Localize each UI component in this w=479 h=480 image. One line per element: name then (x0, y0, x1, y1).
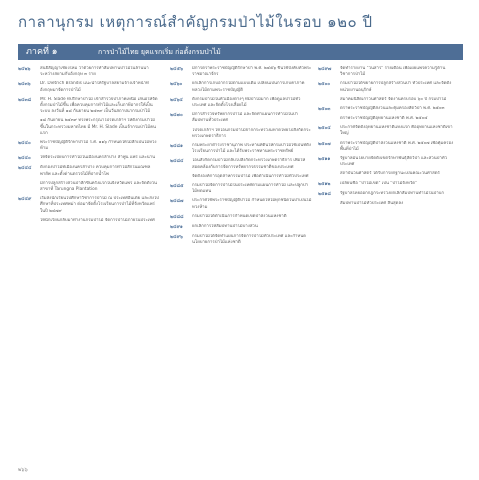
entry-text: กรมป่าไม้ได้จัดทำแผนการจัดการป่าไม้ทั่วประเทศ และกำหนดนโยบายการป่าไม้แห่งชาติ (192, 233, 306, 246)
timeline-entry (318, 125, 460, 137)
entry-text: สถาบันวนศาสตร์ ได้รับการยกฐานะเป็นคณะวนศาสตร์ (340, 171, 440, 177)
timeline-entry (170, 224, 312, 231)
timeline-entry (18, 218, 160, 224)
entry-year (318, 97, 340, 98)
entry-year: ๒๔๘๗ (170, 199, 184, 205)
entry-year: ๒๔๕๖ (170, 67, 183, 72)
entry-text: ตราพระราชบัญญัติสงวนและคุ้มครองสัตว์ป่า พ.ศ. ๒๕๐๓ (340, 106, 445, 112)
timeline-entry (18, 97, 160, 116)
entry-year: ๒๔๔๙ (18, 197, 32, 203)
entry-year: ๒๔๔๐ (18, 156, 31, 162)
entry-year: ๒๔๙๖ (170, 234, 183, 240)
entry-year: ๒๔๘๕ (170, 184, 184, 190)
page-number: ๒๖๖ (18, 467, 28, 473)
entry-year: ๒๔๔๐ (18, 141, 31, 147)
timeline-entry (170, 81, 312, 93)
page-title: กาลานุกรม เหตุการณ์สำคัญกรมป่าไม้ในรอบ ๑๒๐ ปี (18, 13, 373, 31)
entry-text: กรมพระยาดำรงราชานุภาพ ประทานที่ดินให้กรมป่าไม้ใช้เป็นที่ตั้งโรงเรียนการป่าไม้ และได้รับพระราชทานพระราชทรัพย์ (192, 143, 311, 155)
entry-text: มีการปลูกสร้างสวนป่าสักขึ้นครั้งแรกในจังหวัดแพร่ และจัดตั้งวนสาขาที่ Tarungna Plantation (40, 180, 157, 193)
timeline-column-3 (318, 66, 460, 210)
entry-text: ตั้งกองป่าไม้ที่เมืองนครลำปาง ควบคุมการทำไม้สักในมณฑลพายัพ และตั้งด่านตรวจไม้ที่ปากน้ำโพ (40, 165, 151, 177)
entry-text: กรมป่าไม้จัดการป่าไม้ในประเทศตามแผนการทำไม้ และปลูกป่าไม้ทดแทน (192, 183, 309, 195)
entry-text: ให้จัดระเบียบการทำไม้ในเมืองนครลำปาง ลำพูน แพร่ และน่าน (40, 155, 156, 161)
timeline-entry (318, 141, 460, 153)
entry-text: จัดทำรายงาน "วนสาร" รายเดือน เพื่อเผยแพร่ความรู้ด้านวิชาการป่าไม้ (340, 66, 446, 78)
entry-year: ๒๔๖๐ (170, 82, 183, 88)
entry-text: รัฐบาลไทยออกกฎกระทรวงยกเลิกสัมปทานทำไม้ในป่าบก (340, 190, 445, 196)
timeline-entry (18, 181, 160, 193)
timeline-entry (170, 183, 312, 195)
entry-text: โปรดเกล้าฯ ให้โอนกรมป่าไม้จากกระทรวงมหาดไทยไปสังกัดกระทรวงเกษตราธิการ (192, 127, 311, 139)
timeline-entry (318, 181, 460, 188)
entry-year: ๒๔๙๗ (318, 67, 332, 72)
entry-year (318, 116, 340, 117)
entry-year: ๒๔๓๖ (18, 82, 31, 88)
entry-year: ๒๕๑๑ (318, 157, 331, 163)
entry-text: เปลี่ยนชื่อ "ป่าไม้เขต" เป็น "ป่าไม้จังหวัด" (340, 180, 418, 186)
timeline-entry (170, 198, 312, 210)
entry-text: สัมปทานป่าไม้ทั่วประเทศ สิ้นสุดลง (340, 200, 404, 206)
timeline-entry (18, 81, 160, 93)
entry-year (18, 181, 40, 182)
entry-year: ๒๔๗๐ (170, 113, 183, 119)
entry-year: ๒๔๙๑ (170, 224, 183, 230)
entry-year: ๒๕๑๘ (318, 191, 331, 197)
entry-year: ๒๔๔๔ (18, 166, 32, 172)
timeline-entry (18, 118, 160, 137)
timeline-entry (318, 66, 460, 78)
timeline-entry (170, 97, 312, 109)
entry-text: โอนสังกัดกรมป่าไม้กลับไปสังกัดกระทรวงเกษตราธิการ เพื่อให้สอดคล้องกับการจัดการทรัพยากรธรรมชาติของประเทศ (192, 158, 306, 170)
entry-year: ๒๕๐๔ (318, 126, 331, 132)
timeline-entry (18, 140, 160, 152)
entry-year (18, 118, 40, 119)
entry-text: มีการตราพระราชบัญญัติรักษาป่า พ.ศ. ๒๔๕๖ ขึ้นใช้บังคับทั่วพระราชอาณาจักร (192, 66, 312, 78)
entry-year (318, 201, 340, 202)
entry-text: ๑๘ กันยายน ๒๔๓๙ ทรงพระกรุณาโปรดเกล้าฯ ให้ตั้งกรมป่าไม้ขึ้นในกระทรวงมหาดไทย มี Mr. H. Slade เป็นเจ้ากรมป่าไม้คนแรก (40, 118, 156, 136)
timeline-entry (18, 165, 160, 177)
timeline-entry (318, 171, 460, 177)
entry-year (318, 171, 340, 172)
timeline-entry (170, 143, 312, 155)
entry-text: พระราชบัญญัติรักษาป่าไม้ ร.ศ. ๑๑๖ กำหนดให้ไม้สักเป็นไม้หวงห้าม (40, 140, 157, 152)
entry-year: ๒๔๘๘ (170, 214, 184, 220)
timeline-entry (170, 128, 312, 140)
entry-year: ๒๕๐๐ (318, 82, 331, 88)
entry-text: ประกาศใช้พระราชบัญญัติป่าไม้ กำหนดให้ไม้ทุกชนิดในป่าเป็นไม้หวงห้าม (192, 198, 312, 210)
timeline-entry (318, 156, 460, 168)
entry-text: สมาคมนิสิตเก่าวนศาสตร์ จัดงานครบรอบ ๖๐ ปี กรมป่าไม้ (340, 96, 447, 102)
banner-primary: ภาคที่ ๑ (26, 47, 58, 57)
timeline-column-2 (170, 66, 312, 249)
entry-text: สนธิสัญญาเชียงใหม่ ว่าด้วยการทำสัมปทานป่าไม้ในล้านนาระหว่างสยามกับอังกฤษ ๓ ราย (40, 66, 149, 78)
timeline-entry (318, 106, 460, 113)
entry-text: เริ่มส่งนักเรียนไปศึกษาวิชาการป่าไม้ ณ ประเทศอินเดีย และส่งไปศึกษาที่ประเทศพม่า ต่อมาจัดตั้งโรงเรียนการป่าไม้ที่จังหวัดแพร่ ในปี ๒๔๗๙ (40, 196, 159, 214)
timeline-entry (170, 234, 312, 246)
timeline-entry (170, 112, 312, 124)
timeline-entry (18, 196, 160, 215)
entry-text: รัฐบาลมีนโยบายจัดตั้งเขตรักษาพันธุ์สัตว์ป่า และสวนป่าทั่วประเทศ (340, 156, 448, 168)
timeline-entry (318, 81, 460, 93)
timeline-column-1 (18, 66, 160, 227)
entry-year (170, 128, 192, 129)
entry-text: กรมป่าไม้ได้ดำเนินการกำหนดเขตป่าสงวนแห่งชาติ (192, 213, 287, 219)
entry-year (170, 174, 192, 175)
timeline-entry (318, 97, 460, 103)
entry-text: กรมป่าไม้ได้ขยายการปลูกสร้างสวนป่า ทั่วประเทศ และจัดตั้งหน่วยงานอนุรักษ์ (340, 81, 452, 93)
entry-text: มีการสำรวจทรัพยากรป่าไม้ และจัดทำแผนการทำไม้ในป่าสัมปทานทั่วประเทศ (192, 112, 298, 124)
timeline-entry (18, 66, 160, 78)
entry-text: ตั้งกรมป่าไม้ในหัวเมืองต่างๆ ที่มีป่าไม้มาก เพื่อดูแลป่าไม้ทั่วประเทศ และจัดตั้งโรงเลื่อยไม้ (192, 96, 301, 109)
timeline-entry (170, 66, 312, 78)
entry-year: ๒๔๘๔ (170, 159, 184, 165)
entry-text: ประกาศจัดตั้งอุทยานแห่งชาติแห่งแรก คืออุทยานแห่งชาติเขาใหญ่ (340, 125, 453, 137)
timeline-entry (170, 158, 312, 170)
entry-year: ๒๕๑๒ (318, 181, 331, 187)
entry-year: ๒๔๘๑ (170, 144, 183, 150)
timeline-entry (18, 155, 160, 162)
entry-year: ๒๕๐๓ (318, 107, 331, 113)
timeline-entry (170, 214, 312, 221)
banner-secondary: การป่าไม้ไทย ยุคแรกเริ่ม ก่อตั้งกรมป่าไม้ (98, 48, 221, 56)
timeline-entry (318, 201, 460, 207)
entry-year: ๒๕๐๗ (318, 141, 331, 147)
entry-text: Mr. H. Slade ที่ปรึกษาป่าไม้ เข้าสำรวจป่าภาคเหนือ เสนอให้จัดตั้งกรมป่าไม้ขึ้น เพื่อควบคุมการทำไม้และเก็บภาษีอากรให้เป็นระบบ ลงวันที่ ๑๘ กันยายน ๒๔๓๙ เป็นวันสถาปนากรมป่าไม้ (40, 96, 158, 115)
entry-text: ยกเลิกการให้สัมปทานป่าไม้บางส่วน (192, 223, 258, 229)
section-banner (18, 44, 463, 60)
timeline-entry (318, 116, 460, 122)
entry-year: ๒๔๒๖ (18, 67, 31, 72)
entry-text: Dr. Dietrich Brandis แนะนำให้รัฐบาลสยามจ้างเจ้าหน้าที่อังกฤษมาจัดการป่าไม้ (40, 81, 149, 93)
timeline-entry (170, 174, 312, 180)
timeline-entry (318, 191, 460, 198)
entry-text: ตราพระราชบัญญัติอุทยานแห่งชาติ พ.ศ. ๒๕๐๔ (340, 116, 428, 122)
entry-text: ตราพระราชบัญญัติป่าสงวนแห่งชาติ พ.ศ. ๒๕๐๗ เพื่อคุ้มครองพื้นที่ป่าไม้ (340, 140, 454, 152)
entry-text: ยกเลิกการเก็บอากรไม้ตามแบบเดิม เปลี่ยนเป็นการเก็บค่าภาคหลวงไม้ตามพระราชบัญญัติ (192, 81, 305, 93)
entry-year: ๒๔๖๔ (170, 97, 183, 103)
entry-year (18, 218, 40, 219)
entry-text: ให้นักเรียนกลับมาทำงานกรมป่าไม้ จัดการป่าไม้ภายในประเทศ (40, 217, 155, 223)
entry-year: ๒๔๓๘ (18, 97, 32, 103)
entry-text: จัดตั้งองค์การอุตสาหกรรมป่าไม้ เพื่อดำเนินการทำไม้ทั่วประเทศ (192, 173, 309, 179)
